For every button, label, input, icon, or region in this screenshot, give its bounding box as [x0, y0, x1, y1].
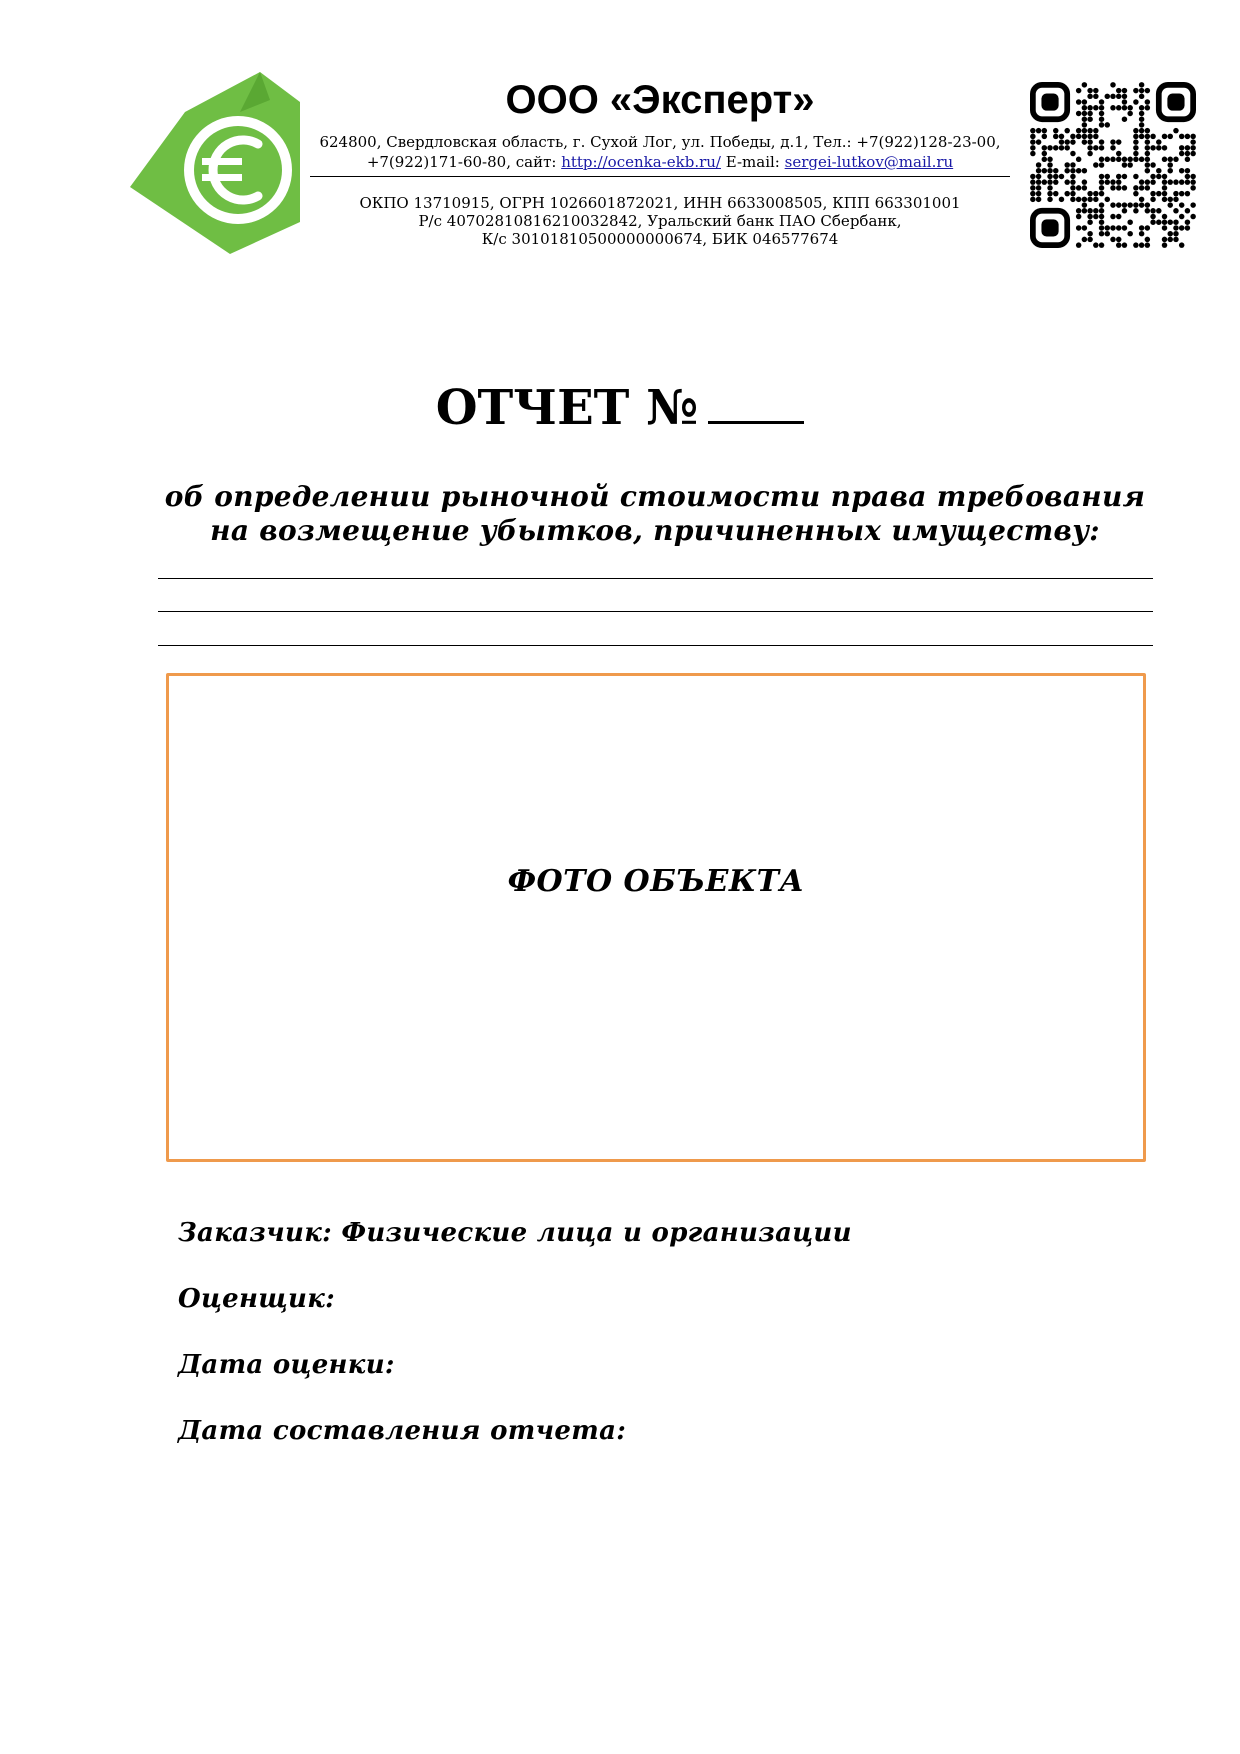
qr-code-icon [1030, 82, 1196, 248]
subtitle-line-2: на возмещение убытков, причиненных имуществу: [210, 514, 1100, 547]
header-divider [310, 176, 1010, 177]
appraiser-field: Оценщик: [178, 1284, 336, 1314]
company-requisites [310, 194, 1010, 248]
company-address [310, 132, 1010, 172]
report-subtitle [130, 480, 1180, 548]
report-title [0, 376, 1240, 440]
report-date-field: Дата составления отчета: [178, 1416, 627, 1446]
address-line-1: 624800, Свердловская область, г. Сухой Лог, ул. Победы, д.1, Тел.: +7(922)128-23-00, [319, 133, 1001, 151]
valuation-date-field: Дата оценки: [178, 1350, 395, 1380]
property-fill-line-1 [158, 578, 1153, 579]
email-prefix: E-mail: [720, 153, 785, 171]
euro-logo-icon [130, 72, 300, 254]
requisites-line-3: К/с 30101810500000000674, БИК 046577674 [481, 230, 839, 248]
object-photo-label: ФОТО ОБЪЕКТА [507, 864, 805, 899]
email-link[interactable]: sergei-lutkov@mail.ru [784, 153, 954, 171]
subtitle-line-1: об определении рыночной стоимости права требования [164, 480, 1146, 513]
company-name: ООО «Эксперт» [505, 78, 815, 122]
requisites-line-1: ОКПО 13710915, ОГРН 1026601872021, ИНН 6633008505, КПП 663301001 [359, 194, 961, 212]
company-header [310, 70, 1010, 172]
property-fill-line-2 [158, 611, 1153, 612]
report-number-blank [708, 415, 804, 424]
site-link[interactable]: http://ocenka-ekb.ru/ [561, 153, 721, 171]
object-photo-frame [166, 673, 1146, 1162]
address-line-2-prefix: +7(922)171-60-80, сайт: [366, 153, 562, 171]
property-fill-line-3 [158, 645, 1153, 646]
report-title-text: ОТЧЕТ № [435, 380, 699, 436]
requisites-line-2: Р/с 40702810816210032842, Уральский банк ПАО Сбербанк, [418, 212, 902, 230]
customer-field: Заказчик: Физические лица и организации [178, 1218, 852, 1248]
